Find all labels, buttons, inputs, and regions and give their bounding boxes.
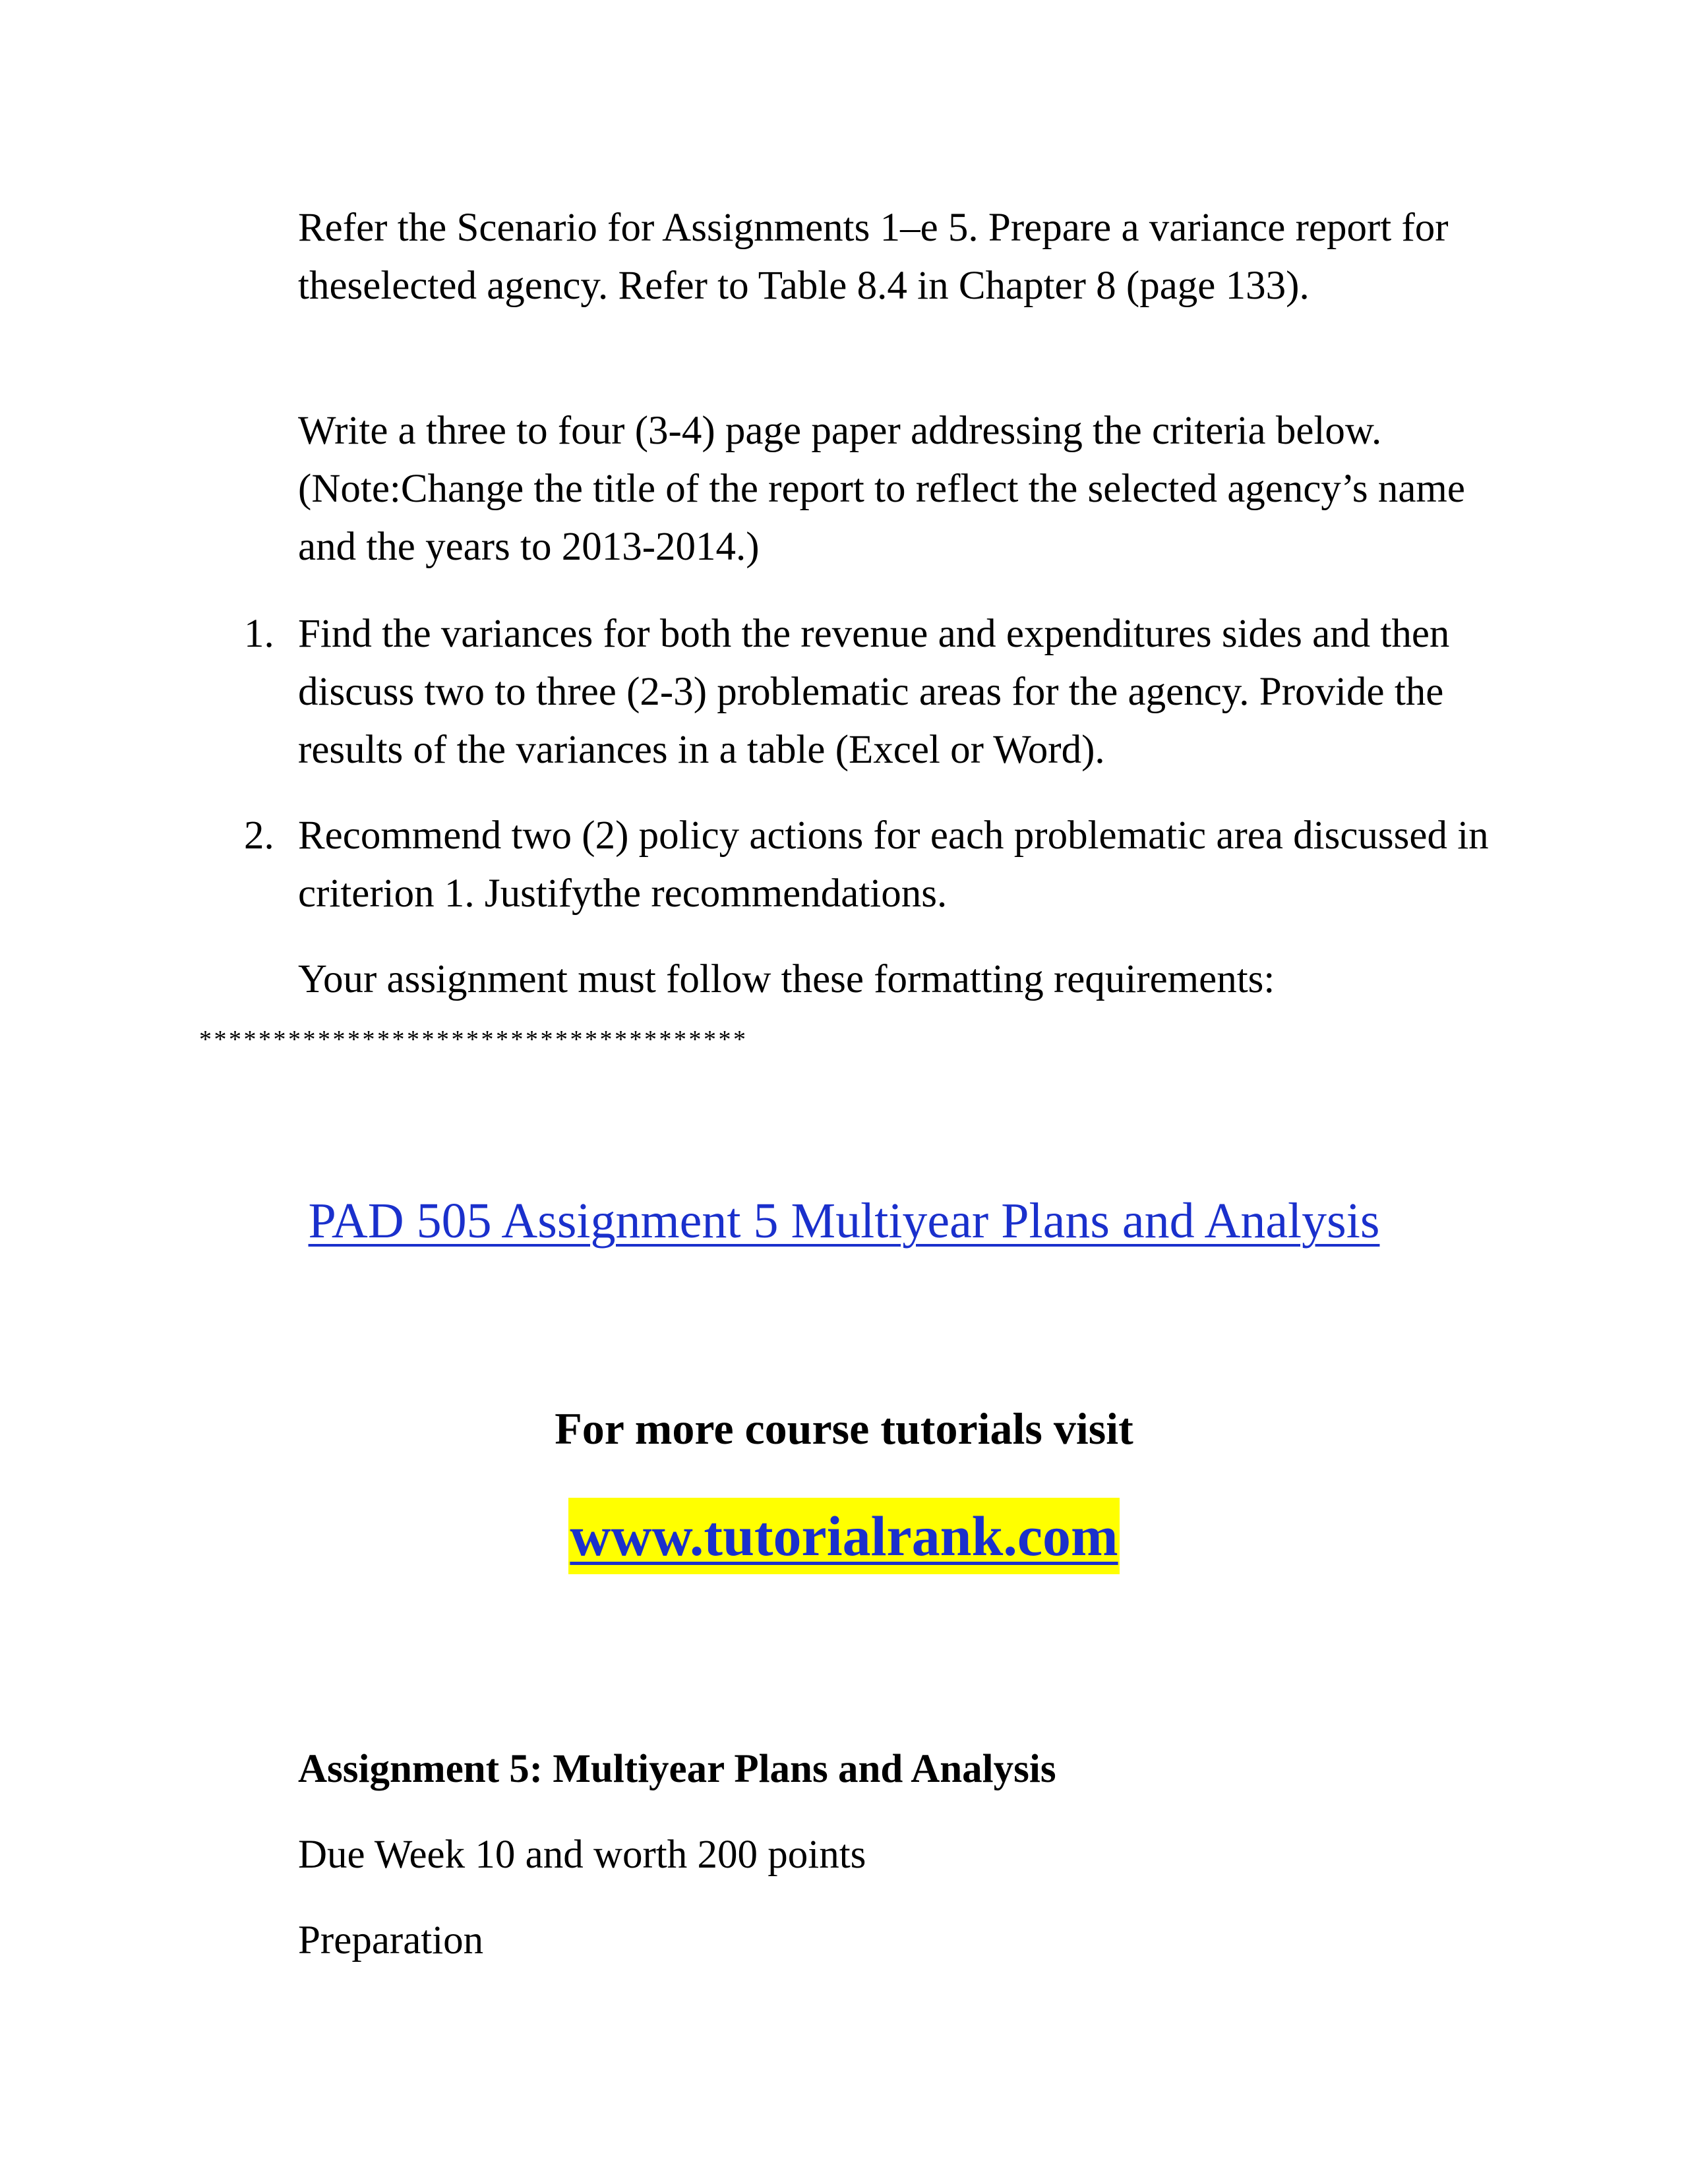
visit-text: For more course tutorials visit [555, 1403, 1133, 1454]
criteria-text-2: Recommend two (2) policy actions for each problematic area discussed in criterion 1. Justifythe recommendations. [298, 813, 1489, 916]
criteria-item-2 [244, 807, 1498, 923]
assignment-title-link[interactable]: PAD 505 Assignment 5 Multiyear Plans and Analysis [308, 1193, 1380, 1249]
criteria-number-1: 1. [244, 612, 274, 656]
criteria-number-2: 2. [244, 813, 274, 858]
separator-line: ************************************* [199, 1026, 748, 1053]
instructions-paragraph: Write a three to four (3-4) page paper addressing the criteria below.(Note:Change the title of the report to reflect the selected agency’s name and the years to 2013-2014.) [298, 409, 1465, 569]
formatting-note: Your assignment must follow these formatting requirements: [298, 957, 1275, 1001]
site-link-container [0, 1498, 1688, 1574]
criteria-text-1: Find the variances for both the revenue and expenditures sides and then discuss two to three (2-3) problematic areas for the agency. Provide the results of the variances in a table (Excel or Word). [298, 612, 1450, 772]
assignment-heading: Assignment 5: Multiyear Plans and Analysis [298, 1747, 1056, 1791]
preparation-label: Preparation [298, 1918, 484, 1963]
criteria-item-1 [244, 605, 1498, 779]
due-line: Due Week 10 and worth 200 points [298, 1833, 866, 1877]
site-url-link[interactable]: www.tutorialrank.com [568, 1498, 1119, 1574]
intro-paragraph: Refer the Scenario for Assignments 1–e 5. Prepare a variance report for theselected agency. Refer to Table 8.4 in Chapter 8 (page 133). [298, 206, 1449, 308]
